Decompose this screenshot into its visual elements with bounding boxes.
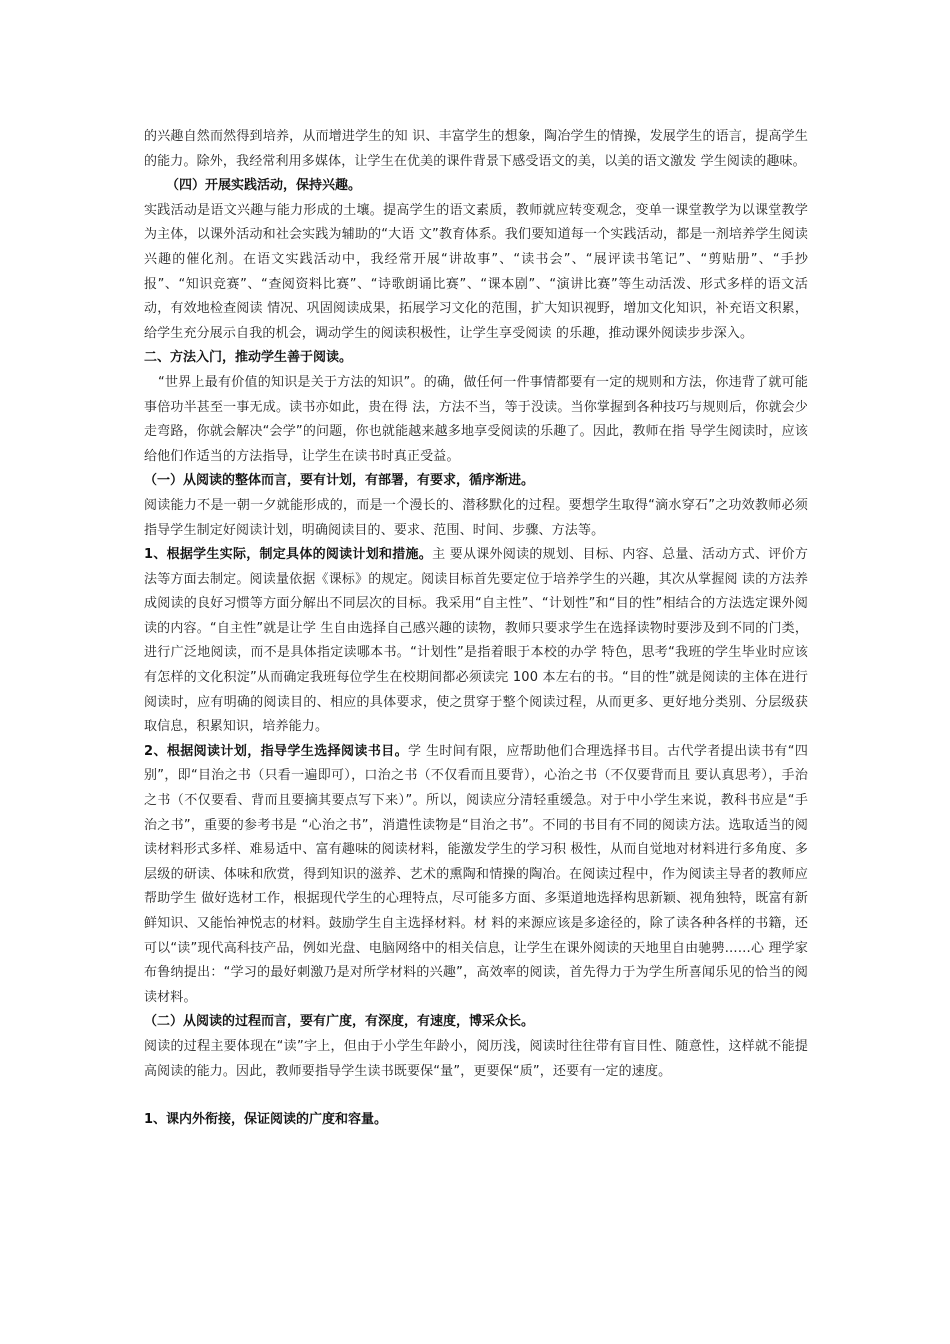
paragraph-reading-ability: 阅读能力不是一朝一夕就能形成的，而是一个漫长的、潜移默化的过程。要想学生取得“滴水穿石”之功效教师必须指导学生制定好阅读计划，明确阅读目的、要求、范围、时间、步骤、方法等。 <box>144 497 808 538</box>
lead-reading-plan: 1、根据学生实际，制定具体的阅读计划和措施。 <box>144 547 433 563</box>
paragraph-gap <box>144 1084 808 1108</box>
heading-reading-process: （二）从阅读的过程而言，要有广度，有深度，有速度，博采众长。 <box>144 1014 535 1030</box>
heading-method-intro: 二、方法入门，推动学生善于阅读。 <box>144 350 353 366</box>
heading-in-out-class-link: 1、课内外衔接，保证阅读的广度和容量。 <box>144 1112 388 1128</box>
paragraph-book-selection <box>144 740 808 1011</box>
body-book-selection: 学 生时间有限，应帮助他们合理选择书目。古代学者提出读书有“四别”，即“目治之书（只看一遍即可），口治之书（不仅看而且要背），心治之书（不仅要背而且 要认真思考），手治之书（不仅要看、背而且要摘其要点写下来）”。所以，阅读应分清轻重缓急。对于中小学生来说，教科书应是“手治之书”，重要的参考书是 “心治之书”，消遣性读物是“目治之书”。不同的书目有不同的阅读方法。选取适当的阅读材料形式多样、难易适中、富有趣味的阅读材料，能激发学生的学习积 极性，从而自觉地对材料进行多角度、多层级的研读、体味和欣赏，得到知识的滋养、艺术的熏陶和情操的陶冶。在阅读过程中，作为阅读主导者的教师应帮助学生 做好选材工作，根据现代学生的心理特点，尽可能多方面、多渠道地选择构思新颖、视角独特，既富有新鲜知识、又能怡神悦志的材料。鼓励学生自主选择材料。材 料的来源应该是多途径的，除了读各种各样的书籍，还可以“读”现代高科技产品，例如光盘、电脑网络中的相关信息，让学生在课外阅读的天地里自由驰骋……心 理学家布鲁纳提出：“学习的最好刺激乃是对所学材料的兴趣”，高效率的阅读，首先得力于为学生所喜闻乐见的恰当的阅读材料。 <box>144 743 808 1005</box>
paragraph-reading-process: 阅读的过程主要体现在“读”字上，但由于小学生年龄小，阅历浅，阅读时往往带有盲目性、随意性，这样就不能提高阅读的能力。因此，教师要指导学生读书既要保“量”，更要保“质”，还要有一定的速度。 <box>144 1038 808 1079</box>
lead-book-selection: 2、根据阅读计划，指导学生选择阅读书目。 <box>144 743 409 759</box>
document-page <box>144 125 808 1133</box>
heading-whole-reading-plan: （一）从阅读的整体而言，要有计划，有部署，有要求，循序渐进。 <box>144 473 535 489</box>
paragraph-method-knowledge: “世界上最有价值的知识是关于方法的知识”。的确，做任何一件事情都要有一定的规则和方法，你违背了就可能事倍功半甚至一事无成。读书亦如此，贵在得 法，方法不当，等于没读。当你掌握到各种技巧与规则后，你就会少走弯路，你就会解决“会学”的问题，你也就能越来越多地享受阅读的乐趣了。因此，教师在指 导学生阅读时，应该给他们作适当的方法指导，让学生在读书时真正受益。 <box>144 374 808 464</box>
body-reading-plan: 主 要从课外阅读的规划、目标、内容、总量、活动方式、评价方法等方面去制定。阅读量依据《课标》的规定。阅读目标首先要定位于培养学生的兴趣，其次从掌握阅 读的方法养成阅读的良好习惯等方面分解出不同层次的目标。我采用“自主性”、“计划性”和“目的性”相结合的方法选定课外阅读的内容。“自主性”就是让学 生自由选择自己感兴趣的读物，教师只要求学生在选择读物时要涉及到不同的门类，进行广泛地阅读，而不是具体指定读哪本书。“计划性”是指着眼于本校的办学 特色，思考“我班的学生毕业时应该有怎样的文化积淀”从而确定我班每位学生在校期间都必须读完 100 本左右的书。“目的性”就是阅读的主体在进行阅读时，应有明确的阅读目的、相应的具体要求，使之贯穿于整个阅读过程，从而更多、更好地分类别、分层级获取信息，积累知识，培养能力。 <box>144 547 808 735</box>
heading-practice-activities: （四）开展实践活动，保持兴趣。 <box>166 178 362 194</box>
paragraph-practice-activities: 实践活动是语文兴趣与能力形成的土壤。提高学生的语文素质，教师就应转变观念，变单一课堂教学为以课堂教学为主体，以课外活动和社会实践为辅助的“大语 文”教育体系。我们要知道每一个实践活动，都是一剂培养学生阅读兴趣的催化剂。在语文实践活动中，我经常开展“讲故事”、“读书会”、“展评读书笔记”、“剪贴册”、“手抄报”、“知识竞赛”、“查阅资料比赛”、“诗歌朗诵比赛”、“课本剧”、“演讲比赛”等生动活泼、形式多样的语文活动，有效地检查阅读 情况、巩固阅读成果，拓展学习文化的范围，扩大知识视野，增加文化知识，补充语文积累，给学生充分展示自我的机会，调动学生的阅读积极性，让学生享受阅读 的乐趣，推动课外阅读步步深入。 <box>144 202 808 341</box>
paragraph-interest-cultivation: 的兴趣自然而然得到培养，从而增进学生的知 识、丰富学生的想象，陶冶学生的情操，发展学生的语言，提高学生的能力。除外，我经常利用多媒体，让学生在优美的课件背景下感受语文的美，以美的语文激发 学生阅读的趣味。 <box>144 129 808 169</box>
paragraph-reading-plan <box>144 543 808 740</box>
